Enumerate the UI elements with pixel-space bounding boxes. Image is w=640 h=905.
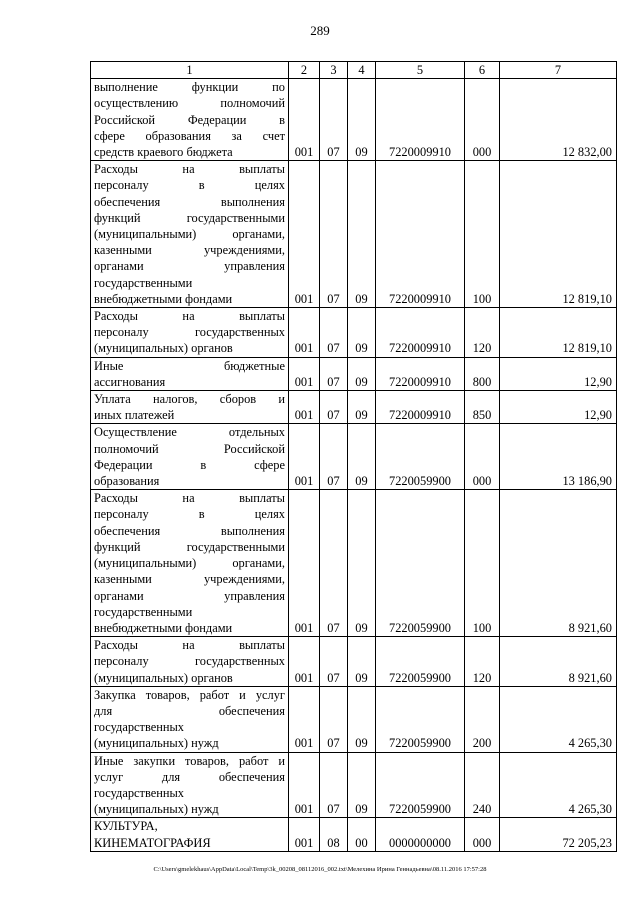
cell-col-6: 000 (465, 424, 500, 490)
cell-col-4: 09 (348, 637, 376, 687)
row-name-line: (муниципальных) органов (94, 341, 233, 356)
row-name-line: казенными учреждениями, (94, 572, 285, 587)
row-name-cell (91, 818, 289, 851)
table-row (91, 391, 617, 424)
row-name-line: выполнение функции по (94, 80, 285, 95)
cell-col-7: 8 921,60 (500, 637, 617, 687)
row-name-line: ассигнования (94, 374, 166, 389)
cell-col-7: 4 265,30 (500, 686, 617, 752)
cell-col-3: 07 (320, 391, 348, 424)
budget-table (90, 61, 617, 852)
table-row (91, 357, 617, 390)
row-name-line: Закупка товаров, работ и услуг (94, 687, 285, 702)
row-name-cell (91, 391, 289, 424)
cell-col-7: 12,90 (500, 357, 617, 390)
cell-col-5: 7220059900 (376, 637, 465, 687)
cell-col-3: 07 (320, 686, 348, 752)
table-row (91, 686, 617, 752)
cell-col-5: 7220059900 (376, 424, 465, 490)
row-name-cell (91, 686, 289, 752)
row-name-line: Федерации в сфере (94, 457, 285, 472)
cell-col-2: 001 (289, 490, 320, 637)
cell-col-4: 09 (348, 79, 376, 161)
row-name-line: (муниципальных) нужд (94, 802, 219, 817)
column-header-3: 3 (320, 62, 348, 79)
row-name-line: иных платежей (94, 408, 175, 423)
cell-col-6: 100 (465, 490, 500, 637)
cell-col-3: 07 (320, 424, 348, 490)
table-row (91, 308, 617, 358)
cell-col-4: 09 (348, 161, 376, 308)
row-name-line: (муниципальных) органов (94, 670, 233, 685)
cell-col-5: 7220009910 (376, 308, 465, 358)
cell-col-2: 001 (289, 357, 320, 390)
table-row (91, 637, 617, 687)
row-name-line: Иные бюджетные (94, 358, 285, 373)
cell-col-6: 000 (465, 818, 500, 851)
cell-col-5: 7220059900 (376, 490, 465, 637)
row-name-line: Расходы на выплаты (94, 309, 285, 324)
row-name-line: КИНЕМАТОГРАФИЯ (94, 835, 211, 850)
row-name-line: образования (94, 474, 160, 489)
cell-col-7: 72 205,23 (500, 818, 617, 851)
row-name-line: Расходы на выплаты (94, 491, 285, 506)
row-name-line: Расходы на выплаты (94, 162, 285, 177)
row-name-line: органами управления (94, 259, 285, 274)
row-name-line: средств краевого бюджета (94, 145, 233, 160)
row-name-line: функций государственными (94, 539, 285, 554)
row-name-line: осуществлению полномочий (94, 96, 285, 111)
cell-col-7: 12,90 (500, 391, 617, 424)
cell-col-2: 001 (289, 161, 320, 308)
page-number: 289 (310, 23, 330, 38)
row-name-cell (91, 637, 289, 687)
row-name-cell (91, 308, 289, 358)
cell-col-2: 001 (289, 391, 320, 424)
cell-col-6: 800 (465, 357, 500, 390)
row-name-line: государственными (94, 604, 193, 619)
column-header-7: 7 (500, 62, 617, 79)
cell-col-4: 09 (348, 686, 376, 752)
row-name-line: внебюджетными фондами (94, 291, 233, 306)
cell-col-5: 0000000000 (376, 818, 465, 851)
row-name-line: (муниципальных) нужд (94, 736, 219, 751)
column-header-6: 6 (465, 62, 500, 79)
row-name-cell (91, 161, 289, 308)
row-name-line: сфере образования за счет (94, 128, 285, 143)
cell-col-6: 000 (465, 79, 500, 161)
table-row (91, 818, 617, 851)
cell-col-2: 001 (289, 308, 320, 358)
cell-col-2: 001 (289, 818, 320, 851)
cell-col-2: 001 (289, 752, 320, 818)
cell-col-2: 001 (289, 79, 320, 161)
header-row (91, 62, 617, 79)
cell-col-7: 13 186,90 (500, 424, 617, 490)
cell-col-3: 07 (320, 490, 348, 637)
row-name-line: персоналу государственных (94, 325, 285, 340)
cell-col-5: 7220009910 (376, 391, 465, 424)
column-header-4: 4 (348, 62, 376, 79)
row-name-line: казенными учреждениями, (94, 243, 285, 258)
row-name-line: КУЛЬТУРА, (94, 819, 158, 834)
row-name-line: персоналу в целях (94, 178, 285, 193)
cell-col-4: 09 (348, 308, 376, 358)
column-header-2: 2 (289, 62, 320, 79)
cell-col-7: 4 265,30 (500, 752, 617, 818)
cell-col-5: 7220009910 (376, 79, 465, 161)
row-name-line: полномочий Российской (94, 441, 285, 456)
cell-col-2: 001 (289, 424, 320, 490)
cell-col-4: 09 (348, 490, 376, 637)
row-name-line: функций государственными (94, 210, 285, 225)
cell-col-3: 07 (320, 79, 348, 161)
row-name-line: Иные закупки товаров, работ и (94, 753, 285, 768)
cell-col-2: 001 (289, 686, 320, 752)
cell-col-6: 100 (465, 161, 500, 308)
cell-col-5: 7220059900 (376, 752, 465, 818)
cell-col-6: 240 (465, 752, 500, 818)
row-name-line: Осуществление отдельных (94, 425, 285, 440)
cell-col-6: 120 (465, 637, 500, 687)
table-row (91, 752, 617, 818)
file-path-footer: C:\Users\gmelekhaus\AppData\Local\Temp\3k_00208_08112016_002.txt\Мелехина Ирина Геннадьевна\08.11.2016 17:57:28 (153, 866, 487, 873)
cell-col-7: 12 819,10 (500, 161, 617, 308)
cell-col-7: 12 832,00 (500, 79, 617, 161)
row-name-cell (91, 490, 289, 637)
row-name-line: государственными (94, 275, 193, 290)
row-name-cell (91, 424, 289, 490)
row-name-line: обеспечения выполнения (94, 523, 285, 538)
cell-col-6: 200 (465, 686, 500, 752)
row-name-cell (91, 79, 289, 161)
column-header-5: 5 (376, 62, 465, 79)
cell-col-5: 7220009910 (376, 357, 465, 390)
cell-col-6: 850 (465, 391, 500, 424)
cell-col-7: 8 921,60 (500, 490, 617, 637)
cell-col-2: 001 (289, 637, 320, 687)
cell-col-4: 09 (348, 424, 376, 490)
row-name-cell (91, 752, 289, 818)
cell-col-3: 08 (320, 818, 348, 851)
cell-col-5: 7220009910 (376, 161, 465, 308)
cell-col-3: 07 (320, 357, 348, 390)
table-row (91, 79, 617, 161)
row-name-line: внебюджетными фондами (94, 620, 233, 635)
table-row (91, 424, 617, 490)
row-name-line: персоналу государственных (94, 654, 285, 669)
row-name-line: государственных (94, 720, 185, 735)
row-name-line: Расходы на выплаты (94, 638, 285, 653)
row-name-line: обеспечения выполнения (94, 194, 285, 209)
cell-col-5: 7220059900 (376, 686, 465, 752)
cell-col-6: 120 (465, 308, 500, 358)
table-row (91, 490, 617, 637)
cell-col-4: 09 (348, 357, 376, 390)
row-name-cell (91, 357, 289, 390)
cell-col-3: 07 (320, 308, 348, 358)
row-name-line: (муниципальными) органами, (94, 556, 285, 571)
row-name-line: (муниципальными) органами, (94, 227, 285, 242)
cell-col-3: 07 (320, 161, 348, 308)
cell-col-7: 12 819,10 (500, 308, 617, 358)
column-header-1: 1 (91, 62, 289, 79)
row-name-line: органами управления (94, 588, 285, 603)
cell-col-3: 07 (320, 637, 348, 687)
cell-col-4: 00 (348, 818, 376, 851)
row-name-line: персоналу в целях (94, 507, 285, 522)
cell-col-4: 09 (348, 391, 376, 424)
row-name-line: Уплата налогов, сборов и (94, 392, 285, 407)
cell-col-4: 09 (348, 752, 376, 818)
cell-col-3: 07 (320, 752, 348, 818)
row-name-line: Российской Федерации в (94, 112, 285, 127)
row-name-line: государственных (94, 785, 185, 800)
row-name-line: услуг для обеспечения (94, 769, 285, 784)
table-row (91, 161, 617, 308)
row-name-line: для обеспечения (94, 703, 285, 718)
